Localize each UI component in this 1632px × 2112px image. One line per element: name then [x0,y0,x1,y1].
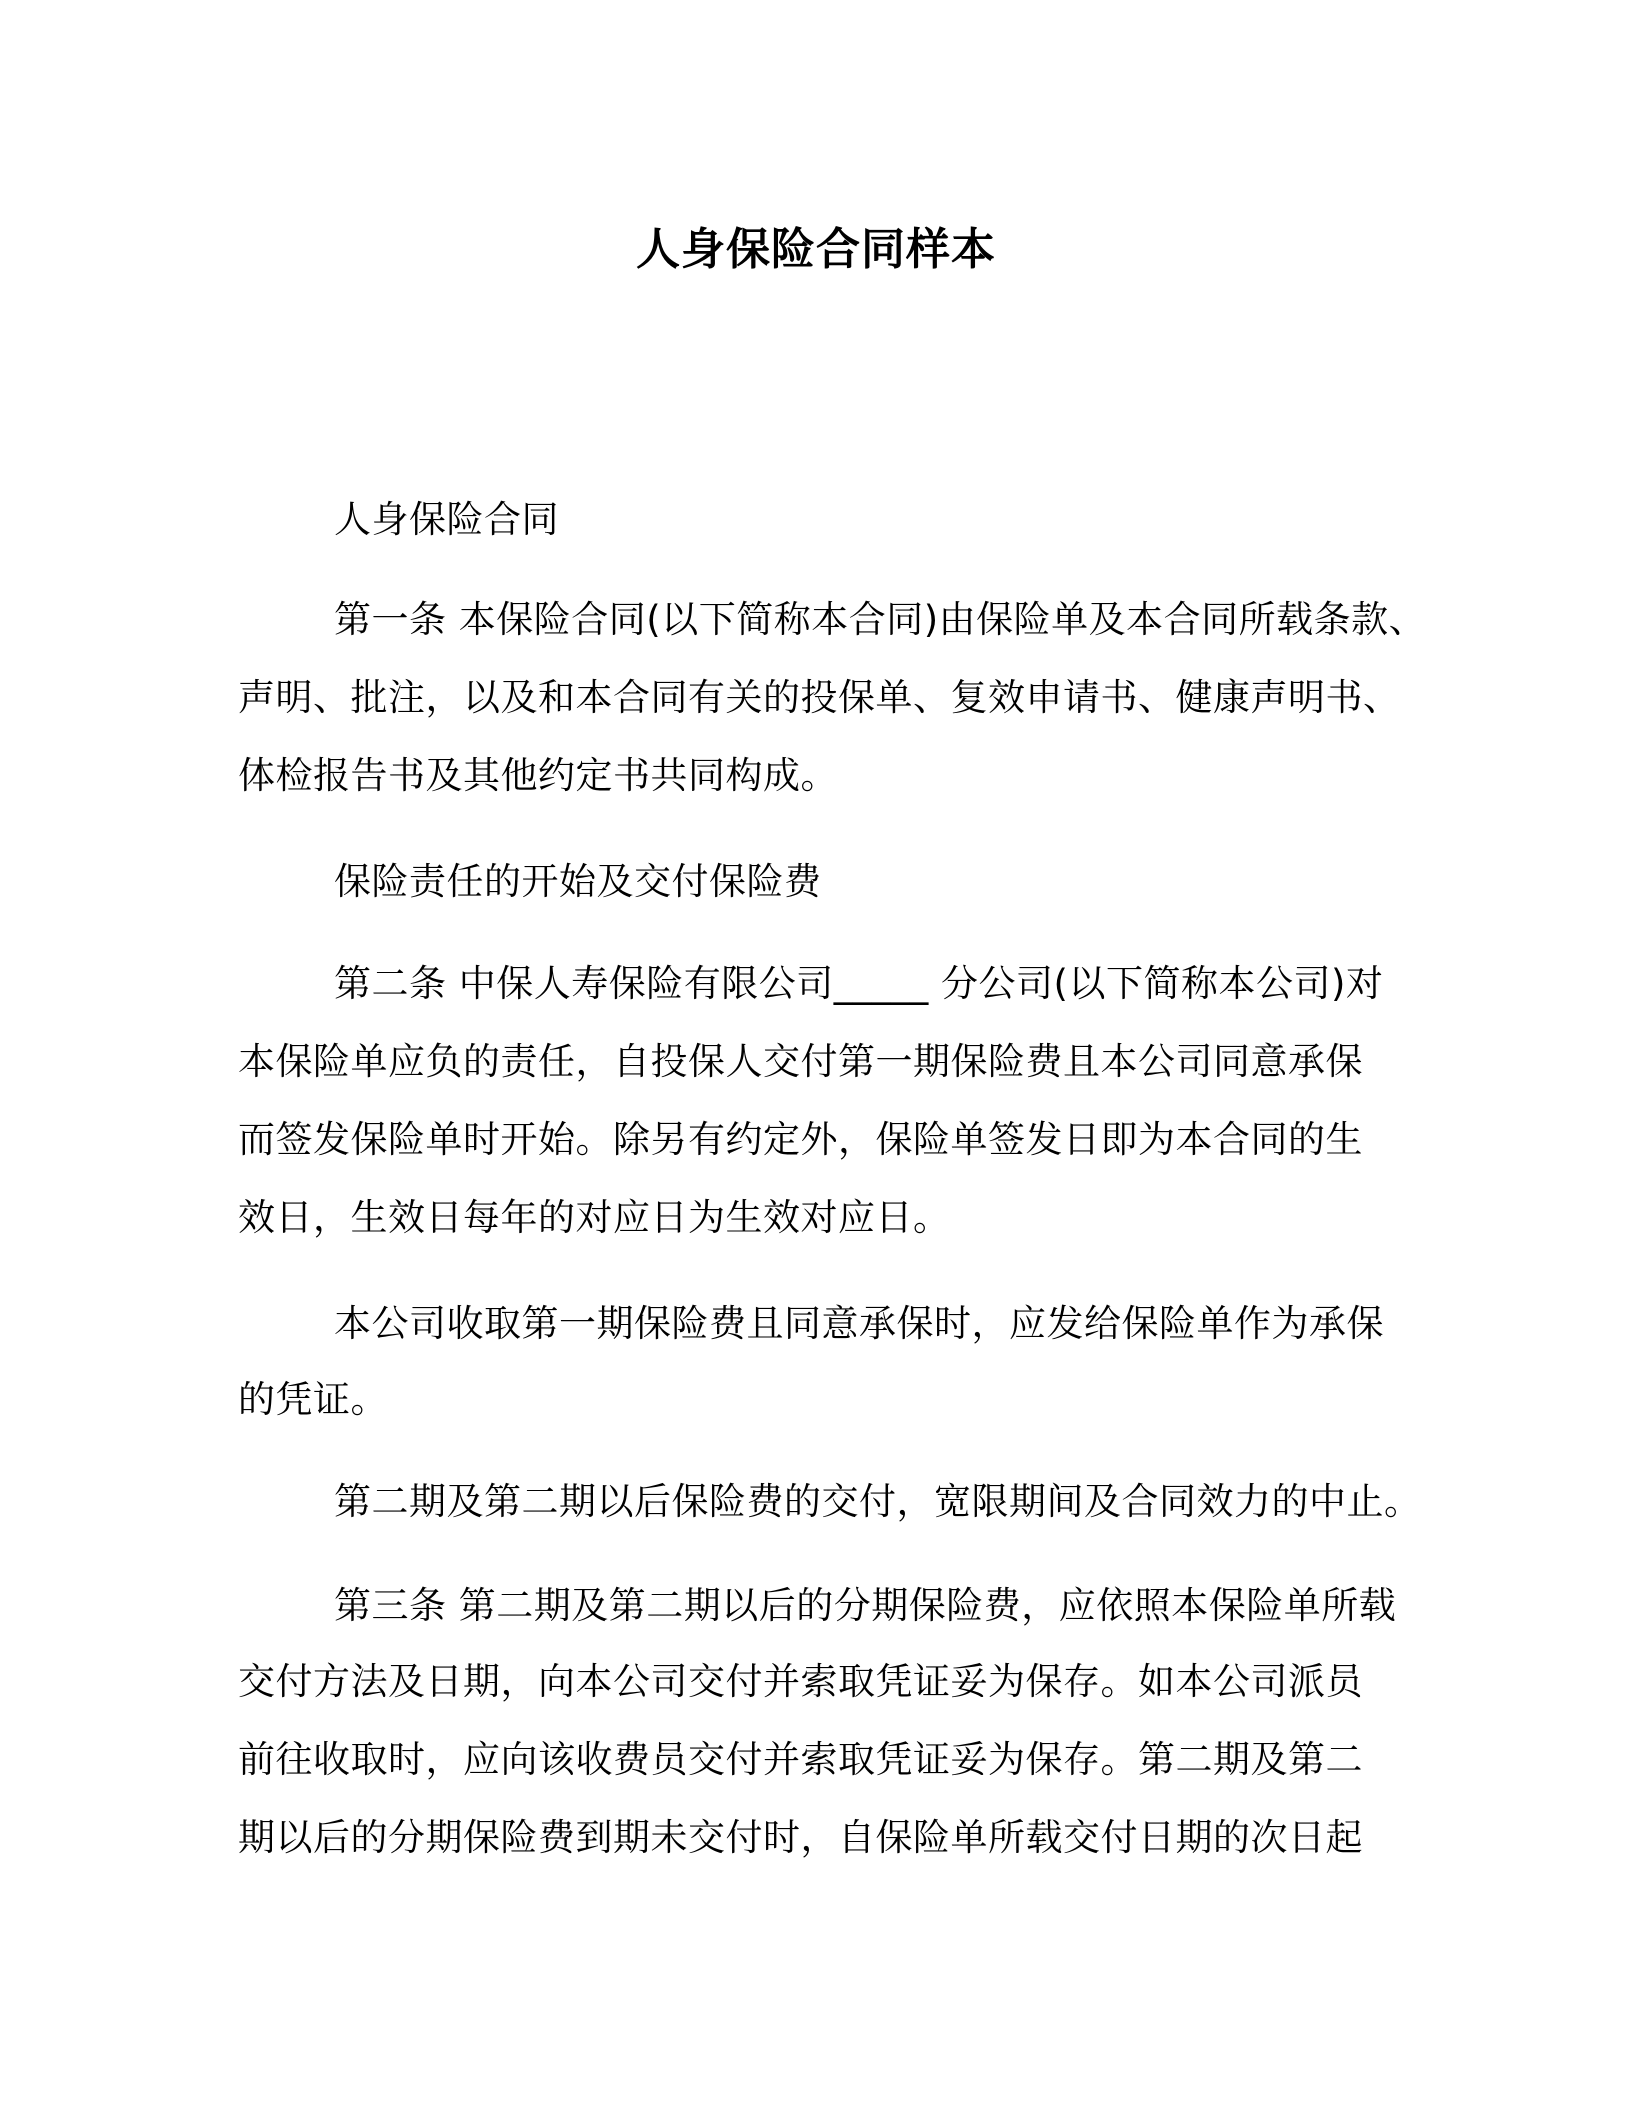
article-2-line-2: 本保险单应负的责任，自投保人交付第一期保险费且本公司同意承保 [238,1040,1363,1083]
article-1-line-2: 声明、批注，以及和本合同有关的投保单、复效申请书、健康声明书、 [238,676,1401,719]
article-2-line-1: 第二条 中保人寿保险有限公司_____ 分公司(以下简称本公司)对 [334,962,1384,1005]
article-1-line-1: 第一条 本保险合同(以下简称本合同)由保险单及本合同所载条款、 [334,598,1427,641]
article-2-line-3: 而签发保险单时开始。除另有约定外，保险单签发日即为本合同的生 [238,1118,1363,1161]
paragraph-receipt-line-2: 的凭证。 [238,1378,388,1421]
section-heading-contract: 人身保险合同 [334,498,559,541]
article-3-line-2: 交付方法及日期，向本公司交付并索取凭证妥为保存。如本公司派员 [238,1660,1363,1703]
article-3-line-4: 期以后的分期保险费到期未交付时，自保险单所载交付日期的次日起 [238,1816,1363,1859]
article-3-line-1: 第三条 第二期及第二期以后的分期保险费，应依照本保险单所载 [334,1584,1397,1627]
article-2-line-4: 效日，生效日每年的对应日为生效对应日。 [238,1196,951,1239]
paragraph-receipt-line-1: 本公司收取第一期保险费且同意承保时，应发给保险单作为承保 [334,1302,1384,1345]
article-3-line-3: 前往收取时，应向该收费员交付并索取凭证妥为保存。第二期及第二 [238,1738,1363,1781]
article-1-line-3: 体检报告书及其他约定书共同构成。 [238,754,838,797]
document-title: 人身保险合同样本 [636,224,996,275]
section-heading-payment: 第二期及第二期以后保险费的交付，宽限期间及合同效力的中止。 [334,1480,1422,1523]
section-heading-liability: 保险责任的开始及交付保险费 [334,860,822,903]
